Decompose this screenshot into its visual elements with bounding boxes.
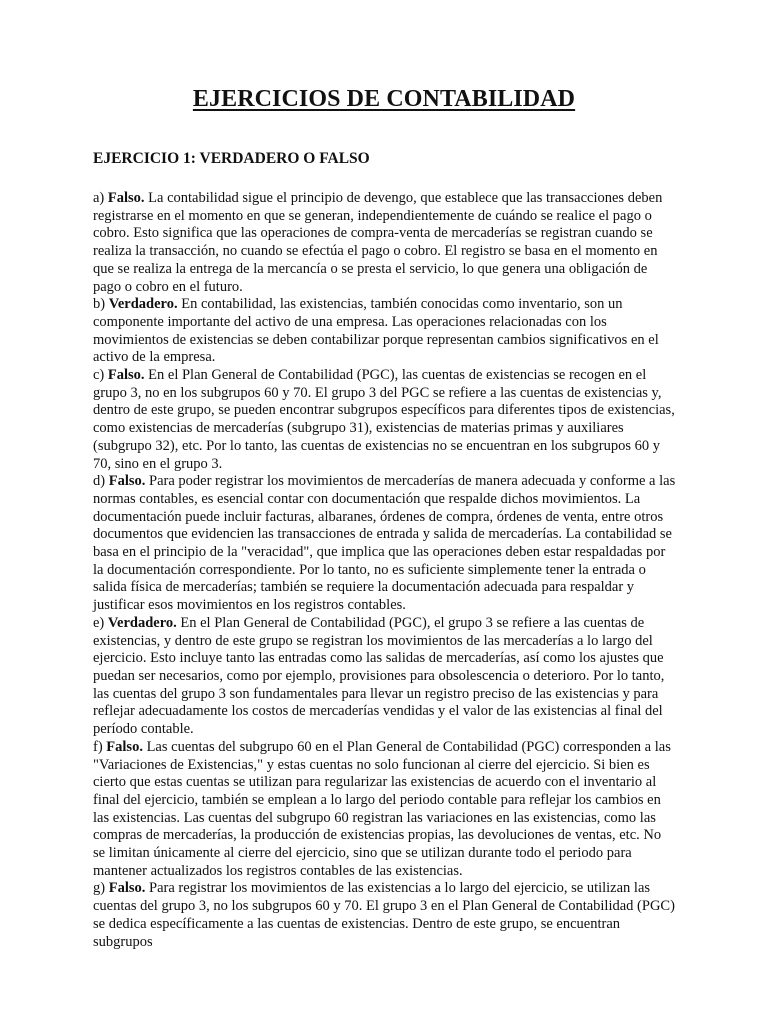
- item-verdict: Falso.: [107, 367, 145, 384]
- item-text: En el Plan General de Contabilidad (PGC), las cuentas de existencias se recogen en el grupo 3, no en los subgrupos 60 y 70. El grupo 3 del PGC se refiere a las cuentas de existencias y, dentro de este grupo, se pueden encontrar subgrupos específicos para diferentes tipos de existencias, como existencias de mercaderías (subgrupo 31), existencias de materias primas y auxiliares (subgrupo 32), etc. Por lo tanto, las cuentas de existencias no se encuentran en los subgrupos 60 y 70, sino en el grupo 3.: [93, 367, 675, 472]
- item-verdict: Verdadero.: [107, 614, 177, 631]
- item-text: Las cuentas del subgrupo 60 en el Plan General de Contabilidad (PGC) corresponden a las "Variaciones de Existencias," y estas cuentas no solo funcionan al cierre del ejercicio. Si bien es cierto que estas cuentas se utilizan para regularizar las existencias de acuerdo con el inventario al final del ejercicio, también se emplean a lo largo del periodo contable para reflejar los cambios en las existencias. Las cuentas del subgrupo 60 registran las variaciones en las existencias, como las compras de mercaderías, la producción de existencias propias, las devoluciones de ventas, etc. No se limitan únicamente al cierre del ejercicio, sino que se utilizan durante todo el periodo para mantener actualizados los registros contables de las existencias.: [93, 738, 671, 879]
- answer-item-f: [93, 739, 676, 881]
- item-text: Para poder registrar los movimientos de mercaderías de manera adecuada y conforme a las normas contables, es esencial contar con documentación que respalde dichos movimientos. La documentación puede incluir facturas, albaranes, órdenes de compra, órdenes de venta, entre otros documentos que evidencien las transacciones de entrada y salida de mercaderías. La contabilidad se basa en el principio de la "veracidad", que implica que las operaciones deben estar respaldadas por la documentación correspondiente. Por lo tanto, no es suficiente simplemente tener la entrada o salida física de mercaderías; también se requiere la documentación adecuada para respaldar y justificar esos movimientos en los registros contables.: [93, 473, 676, 614]
- answer-item-g: [93, 880, 676, 951]
- item-letter: e): [93, 614, 108, 631]
- answer-item-b: [93, 296, 676, 367]
- answer-item-c: [93, 367, 676, 473]
- item-text: En contabilidad, las existencias, también conocidas como inventario, son un componente importante del activo de una empresa. Las operaciones relacionadas con los movimientos de existencias se deben contabilizar porque representan cambios significativos en el activo de la empresa.: [93, 296, 659, 366]
- answers-body: [93, 190, 676, 951]
- item-verdict: Falso.: [106, 738, 143, 755]
- item-verdict: Falso.: [108, 473, 146, 490]
- item-verdict: Verdadero.: [108, 296, 178, 313]
- item-letter: a): [93, 190, 108, 206]
- item-text: Para registrar los movimientos de las existencias a lo largo del ejercicio, se utilizan las cuentas del grupo 3, no los subgrupos 60 y 70. El grupo 3 en el Plan General de Contabilidad (PGC) se dedica específicamente a las cuentas de existencias. Dentro de este grupo, se encuentran subgrupos: [93, 880, 675, 950]
- item-letter: d): [93, 473, 109, 490]
- item-letter: f): [93, 738, 107, 755]
- answer-item-d: [93, 473, 676, 615]
- item-text: La contabilidad sigue el principio de devengo, que establece que las transacciones deben registrarse en el momento en que se generan, independientemente de cuándo se realice el pago o cobro. Esto significa que las operaciones de compra-venta de mercaderías se registran cuando se realiza la transacción, no cuando se efectúa el pago o cobro. El registro se basa en el momento en que se realiza la entrega de la mercancía o se presta el servicio, lo que genera una obligación de pago o cobro en el futuro.: [93, 190, 663, 295]
- answer-item-e: [93, 615, 676, 739]
- item-letter: b): [93, 296, 109, 313]
- answer-item-a: [93, 190, 676, 296]
- item-verdict: Falso.: [107, 190, 145, 206]
- item-letter: g): [93, 880, 109, 897]
- item-text: En el Plan General de Contabilidad (PGC), el grupo 3 se refiere a las cuentas de existencias, y dentro de este grupo se registran los movimientos de las mercaderías a lo largo del ejercicio. Esto incluye tanto las entradas como las salidas de mercaderías, así como los ajustes que puedan ser necesarios, como por ejemplo, provisiones para obsolescencia o deterioro. Por lo tanto, las cuentas del grupo 3 son fundamentales para llevar un registro preciso de las existencias y para reflejar adecuadamente los costos de mercaderías vendidas y el valor de las existencias al final del período contable.: [93, 614, 665, 738]
- item-letter: c): [93, 367, 108, 384]
- item-verdict: Falso.: [108, 880, 146, 897]
- document-title: EJERCICIOS DE CONTABILIDAD: [192, 86, 576, 112]
- section-heading: EJERCICIO 1: VERDADERO O FALSO: [93, 150, 370, 167]
